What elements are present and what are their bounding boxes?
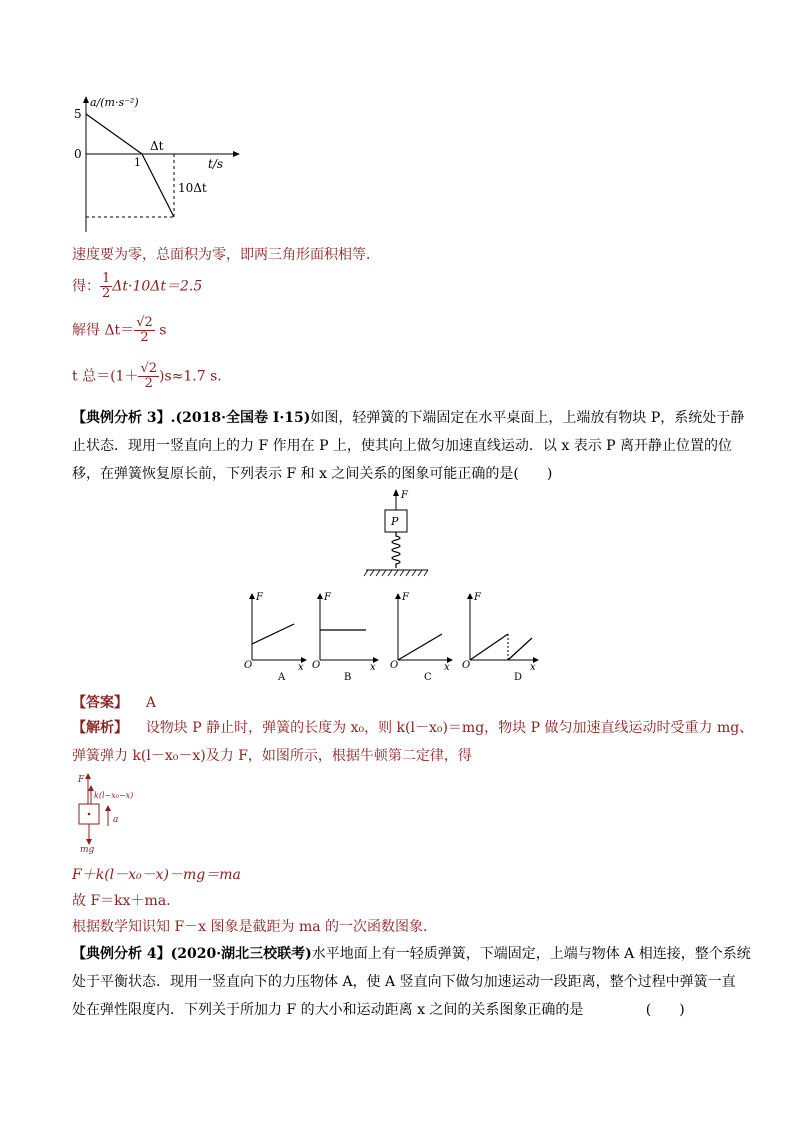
solution-line-2-rest: Δt·10Δt＝2.5 bbox=[112, 278, 203, 295]
svg-text:O: O bbox=[390, 660, 399, 671]
example-4-answer-parens[interactable]: ( ) bbox=[645, 1002, 685, 1018]
analysis-text-2: 弹簧弹力 k(l－x₀－x)及力 F，如图所示，根据牛顿第二定律，得 bbox=[72, 748, 472, 764]
solution-line-2 bbox=[72, 272, 202, 301]
example-3-tag: 【典例分析 3】 bbox=[72, 410, 171, 426]
svg-text:O: O bbox=[312, 660, 321, 671]
y-axis-label: a/(m·s⁻²) bbox=[90, 96, 139, 109]
option-c-label: C bbox=[424, 672, 432, 682]
ten-delta-t-label: 10Δt bbox=[178, 181, 207, 195]
equation-3: 根据数学知识知 F－x 图象是截距为 ma 的一次函数图象． bbox=[72, 919, 438, 935]
option-graphs bbox=[238, 590, 548, 682]
svg-text:F: F bbox=[402, 592, 409, 603]
svg-text:x: x bbox=[370, 662, 376, 673]
option-d-graph[interactable] bbox=[462, 592, 539, 682]
answer-tag: 【答案】 bbox=[72, 695, 128, 711]
example-4-text-2: 处于平衡状态．现用一竖直向下的力压物体 A，使 A 竖直向下做匀加速运动一段距离，整个过程中弹簧一直 bbox=[72, 974, 736, 990]
solution-line-4-rest: )s≈1.7 s. bbox=[159, 368, 222, 385]
analysis-text-1: 设物块 P 静止时，弹簧的长度为 x₀，则 k(l－x₀)＝mg，物块 P 做匀加速直线运动时受重力 mg、 bbox=[145, 720, 754, 736]
y-tick-5: 5 bbox=[74, 107, 82, 121]
example-4-text-3: 处在弹性限度内．下列关于所加力 F 的大小和运动距离 x 之间的关系图象正确的是 bbox=[72, 1002, 584, 1018]
svg-text:O: O bbox=[462, 660, 471, 671]
equation-1: F＋k(l－x₀－x)－mg＝ma bbox=[72, 867, 241, 883]
option-b-label: B bbox=[344, 672, 352, 682]
solution-line-2-prefix: 得： bbox=[72, 278, 100, 295]
option-b-graph[interactable] bbox=[312, 592, 379, 682]
svg-text:x: x bbox=[444, 662, 450, 673]
fbd-spring-label: k(l−x₀−x) bbox=[94, 791, 134, 800]
svg-text:x: x bbox=[530, 662, 536, 673]
example-3-text-2: 止状态．现用一竖直向上的力 F 作用在 P 上，使其向上做匀加速直线运动．以 x 表示 P 离开静止位置的位 bbox=[72, 438, 733, 454]
t-axis-label: t/s bbox=[208, 157, 224, 171]
delta-t-label: Δt bbox=[150, 139, 164, 153]
option-d-label: D bbox=[514, 672, 523, 682]
solution-line-3-prefix: 解得 Δt＝ bbox=[72, 322, 135, 339]
solution-line-4 bbox=[72, 362, 222, 391]
block-p-label: P bbox=[391, 515, 399, 528]
svg-text:F: F bbox=[324, 592, 331, 603]
fraction-root2-over-2-b: $\frac{√2}{2}$ bbox=[140, 361, 158, 391]
option-a-label: A bbox=[278, 672, 286, 682]
svg-text:O: O bbox=[244, 660, 253, 671]
option-c-graph[interactable] bbox=[390, 592, 453, 682]
answer-line bbox=[72, 692, 156, 712]
equation-2: 故 F＝kx＋ma. bbox=[72, 893, 171, 909]
fbd-mg-label: mg bbox=[80, 845, 95, 854]
fbd-f-label: F bbox=[78, 775, 85, 785]
answer-value: A bbox=[145, 695, 156, 711]
option-a-graph[interactable] bbox=[244, 592, 307, 682]
example-3-text-3: 移，在弹簧恢复原长前，下列表示 F 和 x 之间关系的图象可能正确的是( ) bbox=[72, 466, 553, 482]
example-4-paragraph bbox=[72, 940, 751, 1024]
example-3-text-1: 如图，轻弹簧的下端固定在水平桌面上，上端放有物块 P，系统处于静 bbox=[310, 410, 745, 426]
fraction-one-half: $\frac{1}{2}$ bbox=[102, 271, 111, 301]
spring-block-figure bbox=[358, 488, 438, 582]
solution-line-3-unit: s bbox=[154, 322, 167, 339]
svg-text:F: F bbox=[256, 592, 263, 603]
y-tick-0: 0 bbox=[74, 147, 82, 161]
example-3-paragraph bbox=[72, 404, 745, 488]
analysis-tag: 【解析】 bbox=[72, 720, 128, 736]
svg-text:x: x bbox=[298, 662, 304, 673]
acceleration-time-graph bbox=[68, 92, 248, 242]
example-4-source: (2020·湖北三校联考) bbox=[170, 946, 312, 962]
example-4-tag: 【典例分析 4】 bbox=[72, 946, 171, 962]
force-label: F bbox=[401, 490, 408, 501]
solution-line-4-prefix: t 总＝(1＋ bbox=[72, 368, 139, 385]
free-body-diagram bbox=[74, 772, 164, 854]
solution-line-1: 速度要为零，总面积为零，即两三角形面积相等． bbox=[72, 247, 380, 263]
analysis-paragraph bbox=[72, 714, 754, 770]
solution-line-3 bbox=[72, 316, 166, 345]
example-4-text-1: 水平地面上有一轻质弹簧，下端固定，上端与物体 A 相连接，整个系统 bbox=[311, 946, 751, 962]
svg-text:F: F bbox=[474, 592, 481, 603]
x-tick-1: 1 bbox=[134, 156, 141, 169]
fraction-root2-over-2: $\frac{√2}{2}$ bbox=[136, 315, 153, 345]
fbd-a-label: a bbox=[113, 815, 119, 825]
example-3-source: .(2018·全国卷 Ⅰ·15) bbox=[170, 410, 311, 426]
